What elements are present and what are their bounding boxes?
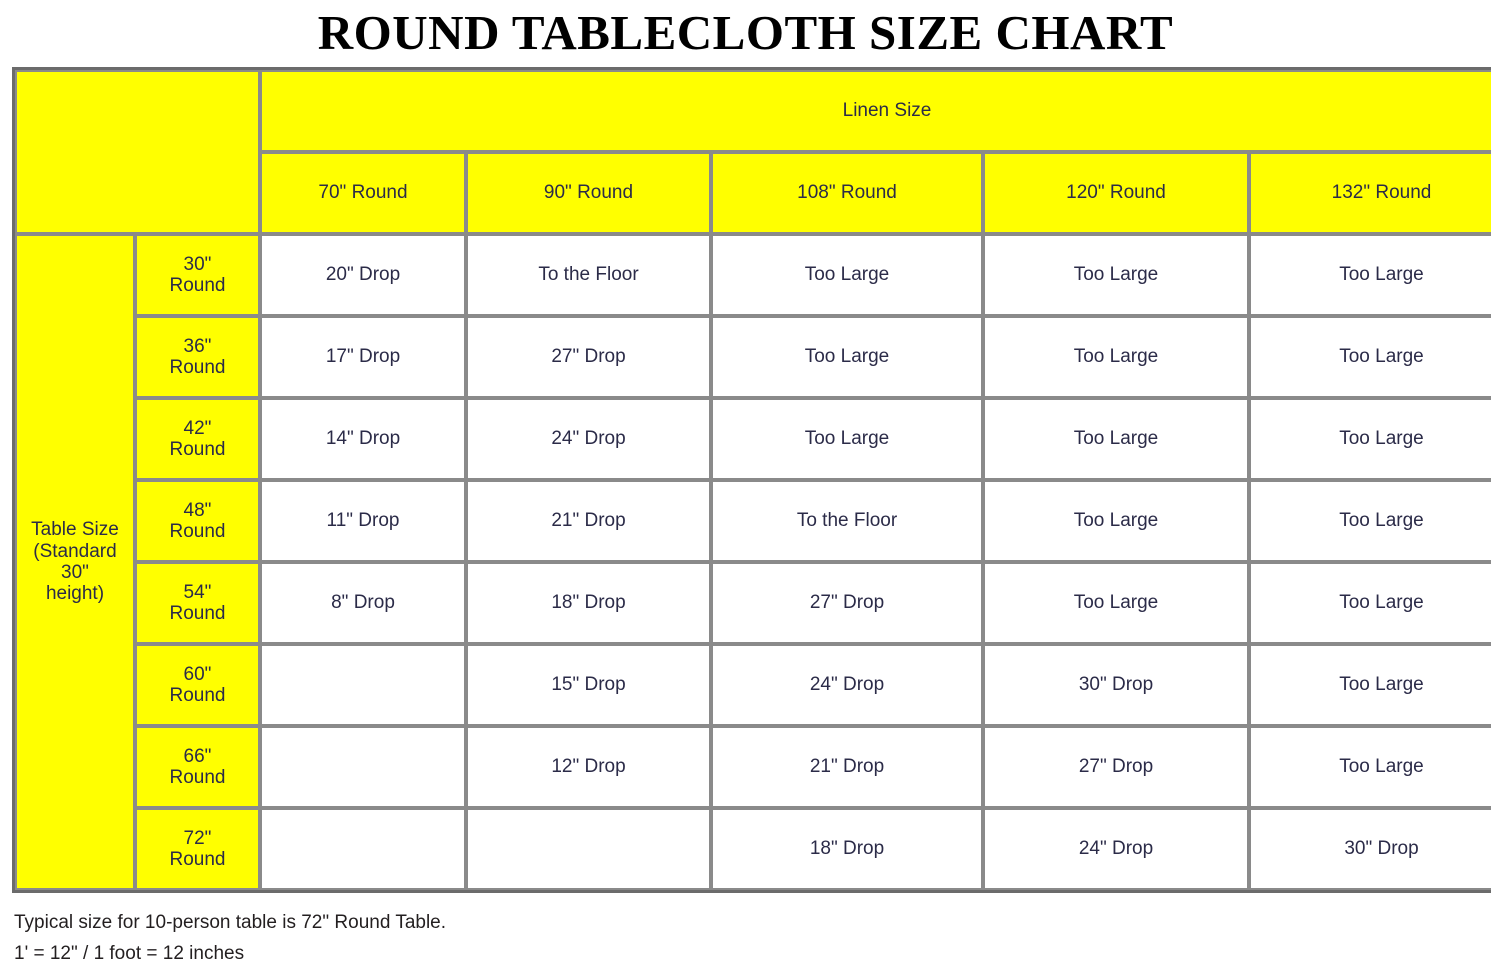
row-header-48-round <box>135 480 260 562</box>
cell-r3-c0: 11" Drop <box>260 480 466 562</box>
cell-r6-c0 <box>260 726 466 808</box>
row-header-line-1: 42" <box>137 418 258 439</box>
cell-r7-c1 <box>466 808 711 890</box>
column-header-70-round: 70" Round <box>260 152 466 234</box>
table-size-label-line-4: height) <box>17 583 133 604</box>
row-header-54-round <box>135 562 260 644</box>
table-row <box>15 234 1491 316</box>
row-header-42-round <box>135 398 260 480</box>
cell-r0-c0: 20" Drop <box>260 234 466 316</box>
footnotes <box>0 893 1491 968</box>
cell-r6-c2: 21" Drop <box>711 726 983 808</box>
table-size-label-line-2: (Standard <box>17 541 133 562</box>
page-title: ROUND TABLECLOTH SIZE CHART <box>0 0 1491 67</box>
cell-r1-c1: 27" Drop <box>466 316 711 398</box>
cell-r5-c3: 30" Drop <box>983 644 1249 726</box>
row-header-66-round <box>135 726 260 808</box>
row-header-60-round <box>135 644 260 726</box>
row-header-line-2: Round <box>137 849 258 870</box>
cell-r2-c1: 24" Drop <box>466 398 711 480</box>
cell-r5-c1: 15" Drop <box>466 644 711 726</box>
column-header-90-round: 90" Round <box>466 152 711 234</box>
cell-r2-c2: Too Large <box>711 398 983 480</box>
cell-r7-c0 <box>260 808 466 890</box>
column-header-120-round: 120" Round <box>983 152 1249 234</box>
table-row <box>15 316 1491 398</box>
cell-r2-c3: Too Large <box>983 398 1249 480</box>
round-tablecloth-size-table <box>12 67 1491 893</box>
row-header-line-2: Round <box>137 275 258 296</box>
table-size-label-line-1: Table Size <box>17 519 133 540</box>
cell-r7-c3: 24" Drop <box>983 808 1249 890</box>
cell-r1-c3: Too Large <box>983 316 1249 398</box>
cell-r6-c4: Too Large <box>1249 726 1491 808</box>
cell-r3-c2: To the Floor <box>711 480 983 562</box>
row-header-line-2: Round <box>137 357 258 378</box>
table-row <box>15 480 1491 562</box>
cell-r5-c0 <box>260 644 466 726</box>
cell-r7-c4: 30" Drop <box>1249 808 1491 890</box>
row-header-line-1: 36" <box>137 336 258 357</box>
cell-r3-c3: Too Large <box>983 480 1249 562</box>
row-header-line-2: Round <box>137 521 258 542</box>
cell-r2-c0: 14" Drop <box>260 398 466 480</box>
cell-r5-c4: Too Large <box>1249 644 1491 726</box>
cell-r3-c1: 21" Drop <box>466 480 711 562</box>
cell-r4-c2: 27" Drop <box>711 562 983 644</box>
table-size-label-line-3: 30" <box>17 562 133 583</box>
table-row <box>15 562 1491 644</box>
row-header-line-1: 60" <box>137 664 258 685</box>
cell-r3-c4: Too Large <box>1249 480 1491 562</box>
chart-container <box>0 67 1491 893</box>
linen-size-header: Linen Size <box>260 70 1491 152</box>
row-header-line-1: 30" <box>137 254 258 275</box>
row-header-36-round <box>135 316 260 398</box>
table-header-row-group <box>15 70 1491 152</box>
cell-r0-c3: Too Large <box>983 234 1249 316</box>
cell-r6-c1: 12" Drop <box>466 726 711 808</box>
row-header-72-round <box>135 808 260 890</box>
table-row <box>15 726 1491 808</box>
cell-r1-c2: Too Large <box>711 316 983 398</box>
cell-r0-c4: Too Large <box>1249 234 1491 316</box>
row-header-line-1: 54" <box>137 582 258 603</box>
table-size-row-group-label <box>15 234 135 890</box>
table-row <box>15 808 1491 890</box>
cell-r4-c3: Too Large <box>983 562 1249 644</box>
row-header-line-2: Round <box>137 603 258 624</box>
row-header-line-2: Round <box>137 685 258 706</box>
cell-r1-c4: Too Large <box>1249 316 1491 398</box>
footnote-typical-size: Typical size for 10-person table is 72" Round Table. <box>14 909 1477 938</box>
cell-r4-c0: 8" Drop <box>260 562 466 644</box>
column-header-108-round: 108" Round <box>711 152 983 234</box>
row-header-line-2: Round <box>137 767 258 788</box>
cell-r0-c2: Too Large <box>711 234 983 316</box>
cell-r7-c2: 18" Drop <box>711 808 983 890</box>
cell-r4-c4: Too Large <box>1249 562 1491 644</box>
row-header-line-2: Round <box>137 439 258 460</box>
cell-r5-c2: 24" Drop <box>711 644 983 726</box>
cell-r6-c3: 27" Drop <box>983 726 1249 808</box>
row-header-line-1: 72" <box>137 828 258 849</box>
cell-r0-c1: To the Floor <box>466 234 711 316</box>
corner-blank-cell <box>15 70 260 234</box>
row-header-30-round <box>135 234 260 316</box>
row-header-line-1: 66" <box>137 746 258 767</box>
footnote-unit-conversion: 1' = 12" / 1 foot = 12 inches <box>14 940 1477 968</box>
row-header-line-1: 48" <box>137 500 258 521</box>
cell-r4-c1: 18" Drop <box>466 562 711 644</box>
cell-r1-c0: 17" Drop <box>260 316 466 398</box>
column-header-132-round: 132" Round <box>1249 152 1491 234</box>
table-row <box>15 398 1491 480</box>
table-row <box>15 644 1491 726</box>
cell-r2-c4: Too Large <box>1249 398 1491 480</box>
